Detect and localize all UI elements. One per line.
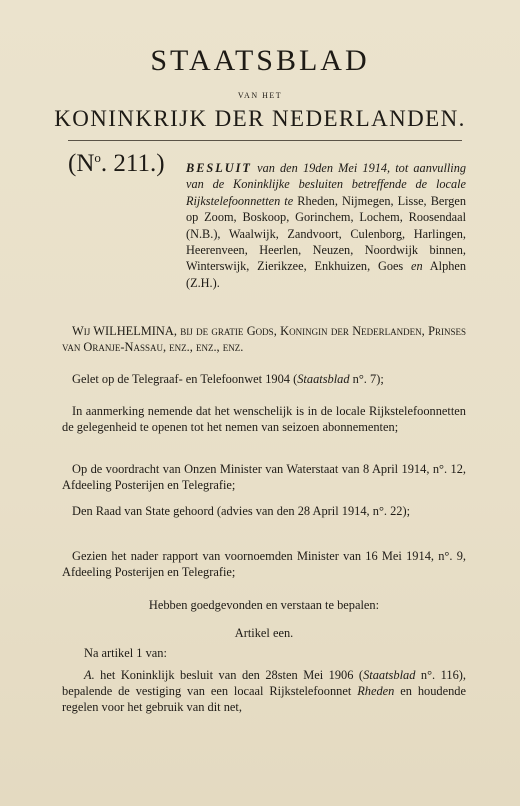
paragraph-item-a: A. het Koninklijk besluit van den 28sten Mei 1906 (Staatsblad n°. 116), bepalende de vestiging van een locaal Rijkstelefoonnet Rheden en houdende regelen voor het gebruik van dit net, [62,668,467,715]
header-divider [68,140,462,141]
article-heading: Artikel een. [234,626,294,640]
publication-title: STAATSBLAD [150,44,370,77]
paragraph-voordracht: Op de voordracht van Onzen Minister van Waterstaat van 8 April 1914, n°. 12, Afdeeling Posterijen en Telegrafie; [62,462,466,493]
paragraph-na-artikel: Na artikel 1 van: [84,646,167,660]
decree-intro: van den 19den Mei 1914, tot aanvulling van de Koninklijke besluiten betreffende de locale Rijkstelefoonnetten te [186,161,467,208]
royal-preamble: Wij WILHELMINA, bij de gratie Gods, Koningin der Nederlanden, Prinses van Oranje-Nassau, enz., enz., enz. [62,324,466,355]
decree-summary [186,160,466,291]
decree-last-city: Alphen (Z.H.). [186,259,466,290]
publication-subtitle: VAN HET [237,91,283,100]
paragraph-gezien: Gezien het nader rapport van voornoemden Minister van 16 Mei 1914, n°. 9, Afdeeling Posterijen en Telegrafie; [62,549,466,580]
decree-cities: Rheden, Nijmegen, Lisse, Bergen op Zoom, Boskoop, Gorinchem, Lochem, Roosendaal (N.B.), Waalwijk, Zandvoort, Culenborg, Harlingen, Heerenveen, Heerlen, Neuzen, Noordwijk binnen, Winterswijk, Zierikzee, Enkhuizen, Goes [186,193,466,274]
decree-number: ($N^o$. 211.) [68,150,165,177]
paragraph-aanmerking: In aanmerking nemende dat het wenschelijk is in de locale Rijkstelefoonnetten de gelegenheid te openen tot het nemen van seizoen abonnementen; [62,404,466,435]
paragraph-bepalen: Hebben goedgevonden en verstaan te bepalen: [148,598,380,612]
paragraph-gelet: Gelet op de Telegraaf- en Telefoonwet 1904 (Staatsblad n°. 7); [72,372,384,386]
decree-keyword: BESLUIT [186,161,252,175]
paragraph-raad-van-state: Den Raad van State gehoord (advies van den 28 April 1914, n°. 22); [72,504,411,518]
decree-en: en [411,259,423,274]
kingdom-heading: KONINKRIJK DER NEDERLANDEN. [54,106,466,131]
